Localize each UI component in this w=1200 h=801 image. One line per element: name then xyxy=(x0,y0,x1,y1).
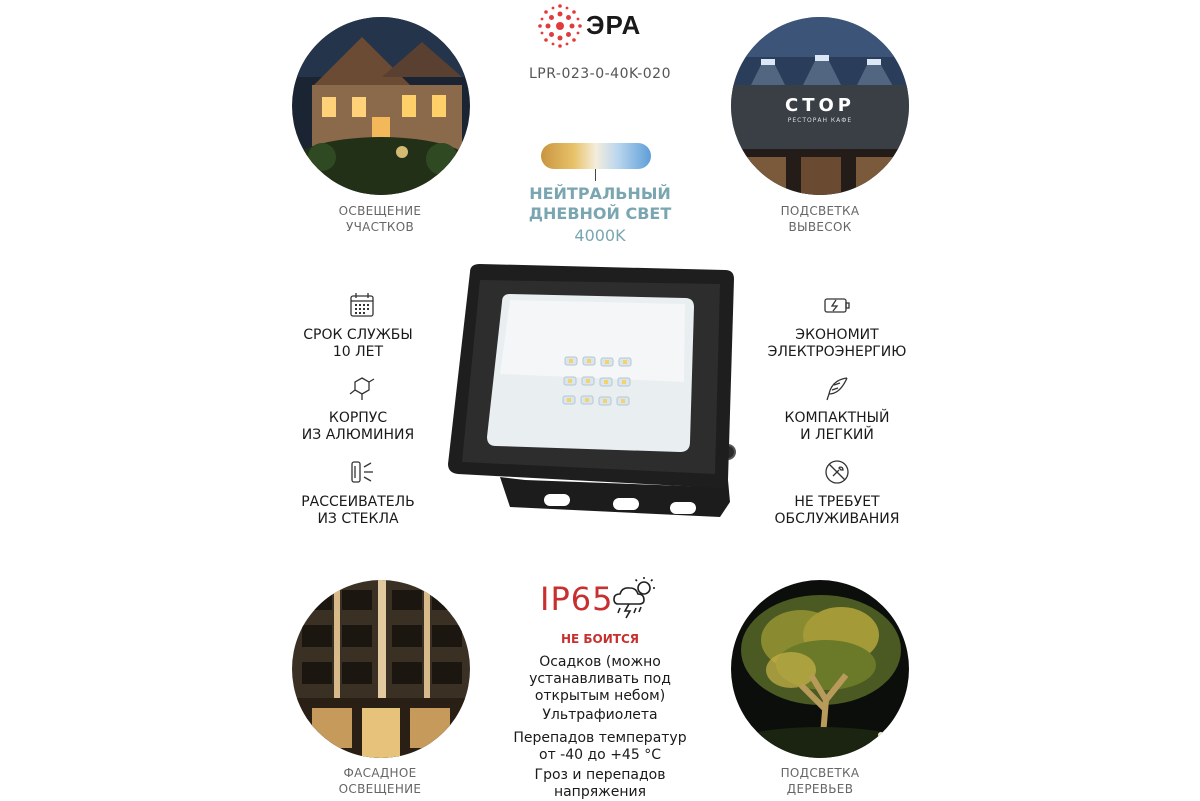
scene-caption-tree xyxy=(720,765,920,797)
color-temperature-value: 4000K xyxy=(574,226,626,245)
color-temperature-bar xyxy=(541,143,651,169)
feature-line: ИЗ АЛЮМИНИЯ xyxy=(301,427,415,443)
feature-lifetime xyxy=(258,327,458,361)
caption-line: ПОДСВЕТКА xyxy=(780,204,860,218)
model-number: LPR-023-0-40K-020 xyxy=(529,66,671,82)
ip-rating: IP65 xyxy=(540,580,614,618)
feature-line: РАССЕИВАТЕЛЬ xyxy=(301,494,415,510)
no-maintenance-icon xyxy=(822,457,852,487)
feature-no-maintenance xyxy=(737,494,937,528)
scene-caption-signboard xyxy=(720,203,920,235)
feature-line: ОБСЛУЖИВАНИЯ xyxy=(774,511,900,527)
protection-item-temperature xyxy=(490,730,710,764)
protection-line: Ультрафиолета xyxy=(542,707,658,723)
caption-line: ВЫВЕСОК xyxy=(788,220,852,234)
weather-storm-icon xyxy=(610,574,658,622)
protection-line: от -40 до +45 °С xyxy=(539,747,661,763)
caption-line: ОСВЕЩЕНИЕ xyxy=(338,782,422,796)
molecule-icon xyxy=(347,374,377,404)
battery-charge-icon xyxy=(822,290,852,320)
sign-text: СТОР xyxy=(785,95,855,116)
feature-line: СРОК СЛУЖБЫ xyxy=(303,327,413,343)
feather-icon xyxy=(822,374,852,404)
color-temperature-title xyxy=(500,184,700,224)
caption-line: ОСВЕЩЕНИЕ xyxy=(338,204,422,218)
scene-photo-house xyxy=(292,17,470,195)
feature-line: КОМПАКТНЫЙ xyxy=(784,410,890,426)
caption-line: УЧАСТКОВ xyxy=(345,220,415,234)
protection-line: открытым небом) xyxy=(534,688,666,704)
caption-line: ФАСАДНОЕ xyxy=(343,766,417,780)
temp-title-line: ДНЕВНОЙ СВЕТ xyxy=(528,204,672,223)
feature-line: НЕ ТРЕБУЕТ xyxy=(794,494,880,510)
temp-title-line: НЕЙТРАЛЬНЫЙ xyxy=(529,184,671,203)
protection-item-precipitation xyxy=(490,654,710,705)
sun-logo-icon xyxy=(536,2,584,50)
feature-line: 10 ЛЕТ xyxy=(332,344,384,360)
protection-line: устанавливать под xyxy=(529,671,671,687)
scene-caption-house xyxy=(280,203,480,235)
glass-diffuser-icon xyxy=(347,457,377,487)
sign-subtext: РЕСТОРАН КАФЕ xyxy=(787,117,853,124)
feature-glass-diffuser xyxy=(258,494,458,528)
feature-line: КОРПУС xyxy=(328,410,388,426)
caption-line: ПОДСВЕТКА xyxy=(780,766,860,780)
protection-line: Осадков (можно xyxy=(539,654,661,670)
floodlight-product-image xyxy=(440,262,740,530)
brand-name: ЭРА xyxy=(586,10,642,40)
protection-item-uv xyxy=(490,707,710,724)
protection-line: напряжения xyxy=(553,784,647,800)
color-temperature-marker xyxy=(595,169,596,181)
feature-line: И ЛЕГКИЙ xyxy=(800,427,874,443)
protection-subtitle: НЕ БОИТСЯ xyxy=(560,632,640,646)
caption-line: ДЕРЕВЬЕВ xyxy=(786,782,854,796)
scene-photo-facade xyxy=(292,580,470,758)
feature-line: ЭЛЕКТРОЭНЕРГИЮ xyxy=(767,344,907,360)
scene-photo-tree xyxy=(731,580,909,758)
feature-line: ИЗ СТЕКЛА xyxy=(317,511,399,527)
feature-compact-light xyxy=(737,410,937,444)
scene-photo-signboard xyxy=(731,17,909,195)
calendar-icon xyxy=(347,290,377,320)
protection-item-storms xyxy=(490,767,710,801)
brand-logo xyxy=(536,2,656,52)
feature-line: ЭКОНОМИТ xyxy=(795,327,879,343)
feature-energy-saving xyxy=(737,327,937,361)
feature-aluminium-body xyxy=(258,410,458,444)
protection-line: Гроз и перепадов xyxy=(534,767,666,783)
protection-line: Перепадов температур xyxy=(513,730,687,746)
scene-caption-facade xyxy=(280,765,480,797)
